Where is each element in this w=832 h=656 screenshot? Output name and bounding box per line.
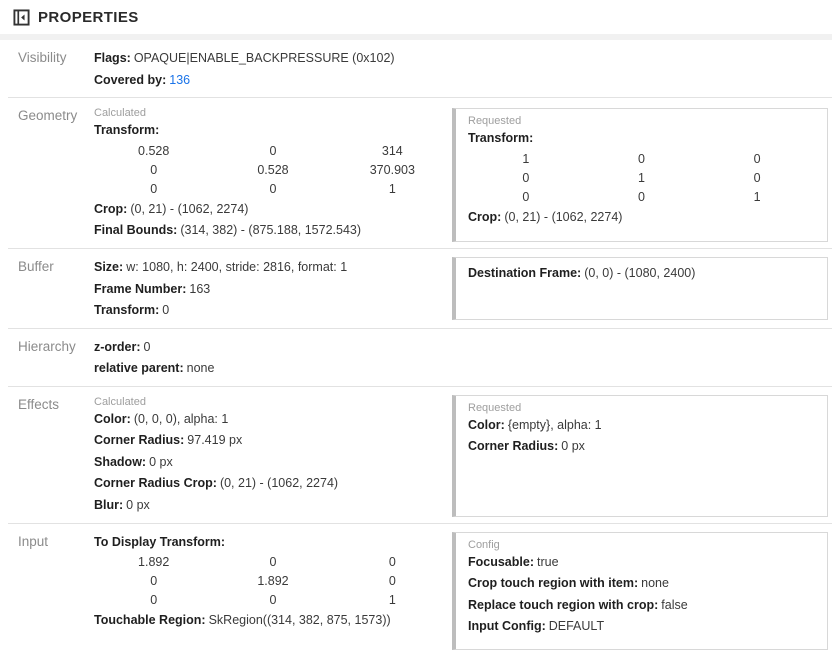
property-value: 0 px [126, 497, 150, 512]
matrix-cell: 0 [150, 162, 158, 177]
matrix-cell: 0 [753, 170, 761, 185]
input-config-box [452, 532, 828, 650]
size-property [94, 257, 452, 279]
property-name: Blur: [94, 497, 124, 512]
matrix-cell: 0 [388, 555, 396, 569]
panel-title: PROPERTIES [38, 8, 139, 26]
property-name: relative parent: [94, 361, 184, 375]
section-label: Input [18, 533, 49, 549]
property-name: Size: [94, 260, 124, 274]
matrix-cell: 0 [638, 151, 645, 166]
transform-property [94, 300, 452, 322]
property-value: none [641, 576, 669, 590]
color-property [94, 409, 452, 431]
property-name: Color: [468, 417, 505, 432]
replace-touch-region-property [468, 595, 815, 617]
section-input [0, 524, 832, 656]
matrix-cell: 0 [388, 574, 396, 588]
matrix-cell: 370.903 [369, 162, 415, 177]
property-value: (0, 0, 0), alpha: 1 [133, 411, 229, 426]
flags-property [94, 48, 452, 70]
destination-frame-box [452, 257, 828, 320]
section-buffer [0, 249, 832, 328]
property-value: (314, 382) - (875.188, 1572.543) [180, 223, 362, 237]
shadow-property [94, 452, 452, 474]
section-label: Geometry [18, 108, 78, 123]
matrix-cell: 1.892 [138, 555, 170, 569]
calculated-transform-matrix [94, 142, 452, 199]
property-name: Transform: [468, 131, 534, 145]
panel-toggle-icon[interactable] [12, 8, 30, 26]
properties-header [0, 0, 832, 34]
section-label: Effects [18, 396, 60, 412]
blur-property [94, 495, 452, 517]
matrix-cell: 0.528 [257, 162, 289, 177]
property-name: Color: [94, 411, 131, 426]
group-label-requested: Requested [468, 401, 522, 414]
requested-transform-matrix [468, 150, 815, 207]
relative-parent-property [94, 358, 452, 380]
section-geometry [0, 98, 832, 248]
matrix-cell: 0 [269, 593, 277, 607]
property-value: (0, 21) - (1062, 2274) [504, 209, 623, 224]
final-bounds-property [94, 220, 452, 242]
property-value: (0, 21) - (1062, 2274) [130, 201, 249, 216]
property-name: Corner Radius Crop: [94, 476, 217, 490]
matrix-cell: 0 [150, 181, 158, 196]
touchable-region-property [94, 610, 452, 632]
transform-property [94, 120, 452, 142]
crop-property [94, 199, 452, 221]
property-name: Crop touch region with item: [468, 576, 639, 590]
matrix-cell: 1 [522, 151, 530, 166]
matrix-cell: 1 [753, 189, 761, 204]
matrix-cell: 0 [150, 593, 158, 607]
group-label-calculated: Calculated [94, 107, 146, 119]
matrix-cell: 0 [150, 574, 158, 588]
property-value: 163 [189, 281, 211, 296]
section-visibility [0, 40, 832, 97]
property-value: {empty}, alpha: 1 [507, 417, 602, 432]
property-name: Input Config: [468, 619, 546, 633]
property-value: 97.419 px [187, 433, 243, 447]
matrix-cell: 0 [269, 143, 277, 158]
property-name: Replace touch region with crop: [468, 597, 659, 612]
z-order-property [94, 337, 452, 359]
section-label: Hierarchy [18, 338, 76, 354]
property-name: Transform: [94, 303, 160, 317]
input-config-property [468, 616, 815, 638]
matrix-cell: 0 [522, 170, 530, 185]
property-value: 0 px [561, 439, 585, 453]
section-label: Visibility [18, 50, 67, 65]
group-label-calculated: Calculated [94, 395, 146, 408]
property-name: Frame Number: [94, 281, 187, 296]
covered-by-link[interactable]: 136 [169, 72, 191, 87]
property-value: w: 1080, h: 2400, stride: 2816, format: 1 [126, 260, 348, 274]
property-name: To Display Transform: [94, 534, 226, 549]
crop-touch-region-property [468, 573, 815, 595]
property-value: OPAQUE|ENABLE_BACKPRESSURE (0x102) [133, 51, 395, 65]
property-name: Corner Radius: [468, 439, 559, 453]
property-value: none [186, 361, 215, 375]
to-display-transform-property [94, 532, 452, 554]
to-display-transform-matrix [94, 553, 452, 610]
matrix-cell: 0 [522, 189, 530, 204]
property-name: Flags: [94, 51, 131, 65]
property-name: Shadow: [94, 454, 147, 469]
group-label-requested: Requested [468, 115, 522, 127]
matrix-cell: 1.892 [257, 574, 289, 588]
property-value: 0 [162, 303, 170, 317]
property-value: true [537, 554, 559, 569]
matrix-cell: 0.528 [138, 143, 170, 158]
matrix-cell: 1 [638, 170, 645, 185]
destination-frame-property [468, 263, 815, 285]
matrix-cell: 0 [269, 555, 277, 569]
property-value: DEFAULT [548, 619, 605, 633]
section-hierarchy [0, 329, 832, 386]
focusable-property [468, 552, 815, 574]
property-name: Crop: [468, 209, 502, 224]
transform-property [468, 128, 815, 150]
property-value: (0, 21) - (1062, 2274) [219, 476, 339, 490]
matrix-cell: 314 [381, 143, 403, 158]
crop-property [468, 207, 815, 229]
property-name: Touchable Region: [94, 613, 206, 627]
section-effects [0, 387, 832, 523]
matrix-cell: 1 [388, 593, 396, 607]
requested-effects-box [452, 395, 828, 517]
property-name: Covered by: [94, 72, 167, 87]
property-value: 0 px [149, 454, 173, 469]
property-name: Focusable: [468, 554, 534, 569]
matrix-cell: 0 [638, 189, 645, 204]
group-label-config: Config [468, 538, 500, 551]
corner-radius-crop-property [94, 473, 452, 495]
property-value: 0 [143, 339, 151, 354]
property-name: Transform: [94, 123, 160, 137]
property-value: (0, 0) - (1080, 2400) [584, 266, 696, 280]
frame-number-property [94, 279, 452, 301]
corner-radius-property [94, 430, 452, 452]
corner-radius-property [468, 436, 815, 458]
property-name: Final Bounds: [94, 223, 178, 237]
property-name: z-order: [94, 339, 141, 354]
property-name: Destination Frame: [468, 266, 582, 280]
property-name: Corner Radius: [94, 433, 185, 447]
section-label: Buffer [18, 259, 54, 274]
matrix-cell: 0 [269, 181, 277, 196]
color-property [468, 415, 815, 437]
requested-geometry-box [452, 108, 828, 242]
covered-by-property [94, 70, 452, 92]
property-value: SkRegion((314, 382, 875, 1573)) [208, 613, 391, 627]
property-name: Crop: [94, 201, 128, 216]
matrix-cell: 1 [388, 181, 396, 196]
matrix-cell: 0 [753, 151, 761, 166]
property-value: false [661, 597, 688, 612]
